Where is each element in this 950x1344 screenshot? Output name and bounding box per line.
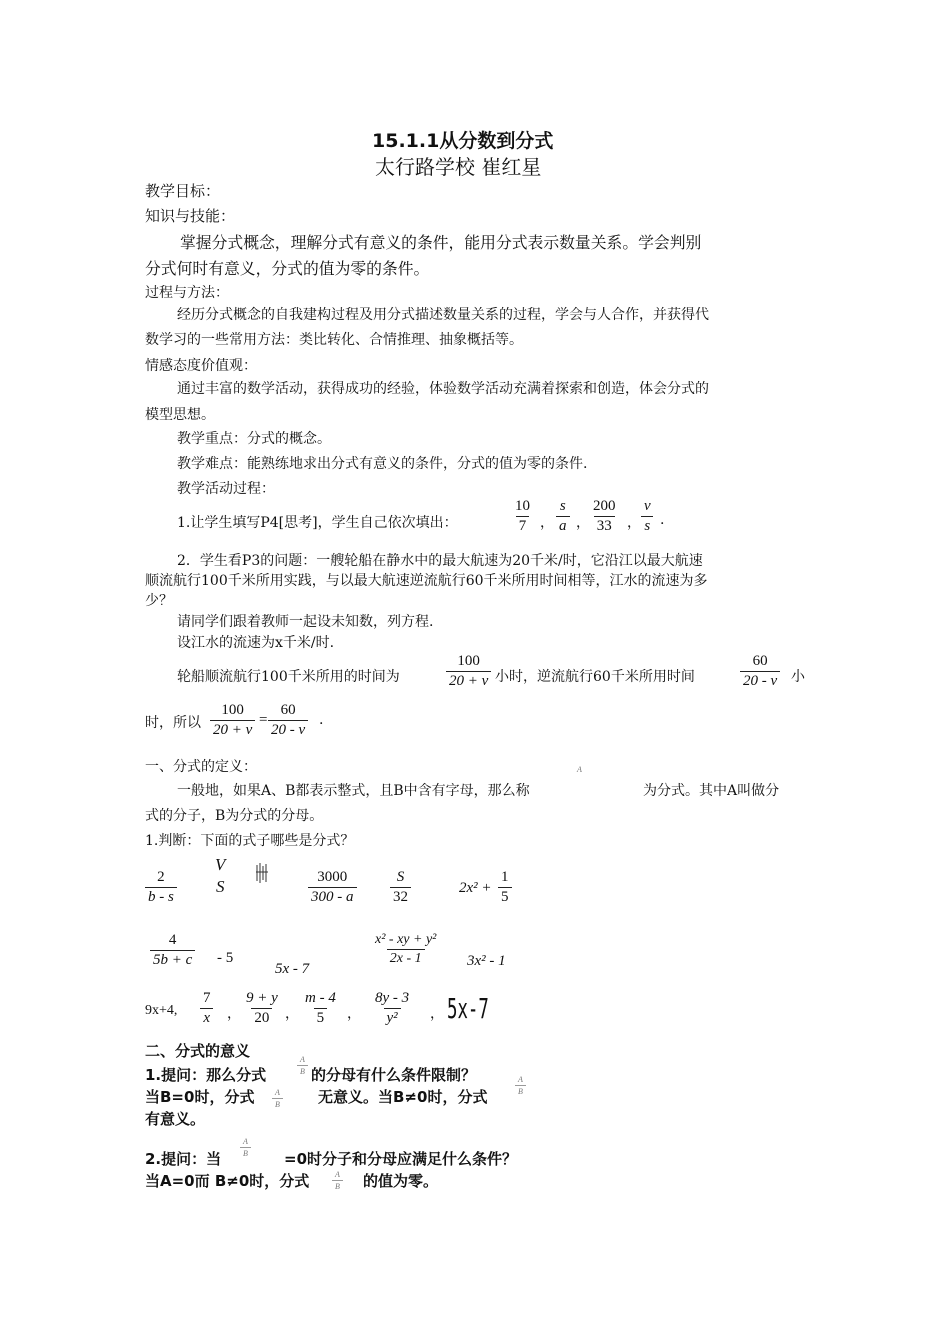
example-2x2-plus: 2x² + [459, 880, 492, 896]
step2-text-1: 2．学生看P3的问题：一艘轮船在静水中的最大航速为20千米/时，它沿江以最大航速 [177, 553, 703, 569]
example-fraction-7-x: $\frac{7}{x}$ [200, 990, 214, 1028]
fraction-v-s: $\frac{v}{s}$ [641, 498, 654, 536]
example-fraction-m4-5: $\frac{m - 4}{5}$ [305, 990, 336, 1027]
activity-heading: 教学活动过程： [177, 481, 275, 497]
fraction-200-33: $\frac{200}{33}$ [593, 498, 616, 535]
question2-a: 2.提问：当 [145, 1150, 222, 1168]
fraction-60: $\frac{60}{20 - v}$ [740, 653, 780, 691]
period: . [319, 712, 324, 728]
time-text-b: 小时，逆流航行60千米所用时间 [495, 669, 695, 685]
example-fraction-2-b-s: $\frac{2}{b - s}$ [145, 869, 177, 907]
question1-c: 当B=0时，分式 [145, 1088, 255, 1106]
question2-b: =0时分子和分母应满足什么条件？ [284, 1150, 518, 1168]
knowledge-heading: 知识与技能： [145, 207, 236, 225]
meaning-heading: 二、分式的意义 [145, 1042, 251, 1060]
time-text-c: 小 [791, 669, 805, 685]
example-minus-5: - 5 [217, 950, 234, 966]
comma: ， [540, 515, 554, 531]
example-fraction-1-5: $\frac{1}{5}$ [498, 869, 512, 907]
knowledge-text-1: 掌握分式概念，理解分式有意义的条件，能用分式表示数量关系。学会判别 [180, 233, 702, 252]
fraction-a-b-small: $\frac{A}{B}$ [272, 1088, 283, 1109]
fraction-a-b-small: $\frac{A}{B}$ [515, 1075, 526, 1096]
definition-heading: 一、分式的定义： [145, 759, 257, 775]
step1-text: 1.让学生填写P4[思考]，学生自己依次填出： [177, 515, 458, 531]
comma: ， [627, 515, 641, 531]
fraction-a-b-small: $\frac{A}{B}$ [240, 1137, 251, 1158]
definition-text-1b: 为分式。其中A叫做分 [643, 783, 780, 799]
difficulty: 教学难点：能熟练地求出分式有意义的条件，分式的值为零的条件. [177, 456, 588, 472]
question1-b: 的分母有什么条件限制？ [311, 1066, 477, 1084]
let-x-text: 设江水的流速为x千米/时. [177, 635, 335, 651]
goals-heading: 教学目标： [145, 182, 221, 200]
example-9x-plus-4: 9x+4, [145, 1003, 178, 1018]
example-fraction-8y3-y2: $\frac{8y - 3}{\text{y²}}$ [375, 990, 410, 1027]
fraction-s-a: $\frac{s}{a}$ [556, 498, 570, 536]
example-fraction-3000: $\frac{3000}{300 - a}$ [308, 869, 357, 907]
question1-e: 有意义。 [145, 1110, 206, 1128]
follow-text: 请同学们跟着教师一起设未知数，列方程. [177, 614, 434, 630]
process-text-1: 经历分式概念的自我建构过程及用分式描述数量关系的过程，学会与人合作，并获得代 [177, 307, 709, 323]
definition-text-1a: 一般地，如果A、B都表示整式，且B中含有字母，那么称 [177, 783, 530, 799]
fraction-a-b-small: $\frac{A}{B}$ [332, 1170, 343, 1191]
comma: ， [347, 1006, 361, 1022]
step2-text-2: 顺流航行100千米所用实践，与以最大航速逆流航行60千米所用时间相等，江水的流速为多 [145, 573, 708, 589]
emotion-text-1: 通过丰富的数学活动，获得成功的经验，体验数学活动充满着探索和创造，体会分式的 [177, 381, 709, 397]
comma: ， [285, 1006, 299, 1022]
period: . [660, 512, 665, 528]
knowledge-text-2: 分式何时有意义，分式的值为零的条件。 [145, 259, 430, 278]
fraction-10-7: $\frac{10}{7}$ [515, 498, 530, 535]
comma: ， [227, 1006, 241, 1022]
equation-left: $\frac{100}{20 + v}$ [210, 702, 255, 740]
example-fraction-4-5b-c: $\frac{4}{5b + c}$ [150, 932, 195, 970]
example-3x2-1: 3x² - 1 [467, 953, 506, 969]
question2-c: 当A=0而 B≠0时，分式 [145, 1172, 310, 1190]
comma: ， [576, 515, 590, 531]
example-fraction-9y-20: $\frac{9 + y}{20}$ [246, 990, 278, 1027]
process-text-2: 数学习的一些常用方法：类比转化、合情推理、抽象概括等。 [145, 332, 523, 348]
example-fraction-V-S: V S [215, 855, 226, 896]
page-title: 15.1.1从分数到分式 [372, 130, 554, 152]
step2-text-3: 少？ [145, 593, 173, 609]
example-5x-7-large: 5x-7 [447, 992, 489, 1025]
garbled-symbol-icon [255, 862, 269, 884]
time-text-a: 轮船顺流航行100千米所用的时间为 [177, 669, 400, 685]
fraction-a-b-small: A [577, 765, 582, 774]
equation-right: $\frac{60}{20 - v}$ [268, 702, 308, 740]
time-text-d: 时，所以 [145, 715, 201, 731]
emotion-text-2: 模型思想。 [145, 407, 215, 423]
question1-a: 1.提问：那么分式 [145, 1066, 267, 1084]
fraction-a-b-small: $\frac{A}{B}$ [297, 1055, 308, 1076]
definition-text-2: 式的分子，B为分式的分母。 [145, 808, 324, 824]
author-line: 太行路学校 崔红星 [375, 155, 542, 179]
question1-d: 无意义。当B≠0时，分式 [318, 1088, 488, 1106]
example-fraction-x2-xy-y2: $\frac{\text{x² - xy + y²}}{2x - 1}$ [375, 932, 437, 967]
process-heading: 过程与方法： [145, 285, 229, 301]
emotion-heading: 情感态度价值观： [145, 358, 257, 374]
example-fraction-S-32: $\frac{S}{32}$ [390, 869, 411, 907]
fraction-100: $\frac{100}{20 + v}$ [446, 653, 491, 691]
key-point: 教学重点：分式的概念。 [177, 431, 331, 447]
question2-d: 的值为零。 [363, 1172, 439, 1190]
example-5x-7: 5x - 7 [275, 961, 310, 977]
judge-question: 1.判断：下面的式子哪些是分式？ [145, 833, 355, 849]
comma: ， [430, 1006, 444, 1022]
equals-sign: = [259, 712, 268, 728]
